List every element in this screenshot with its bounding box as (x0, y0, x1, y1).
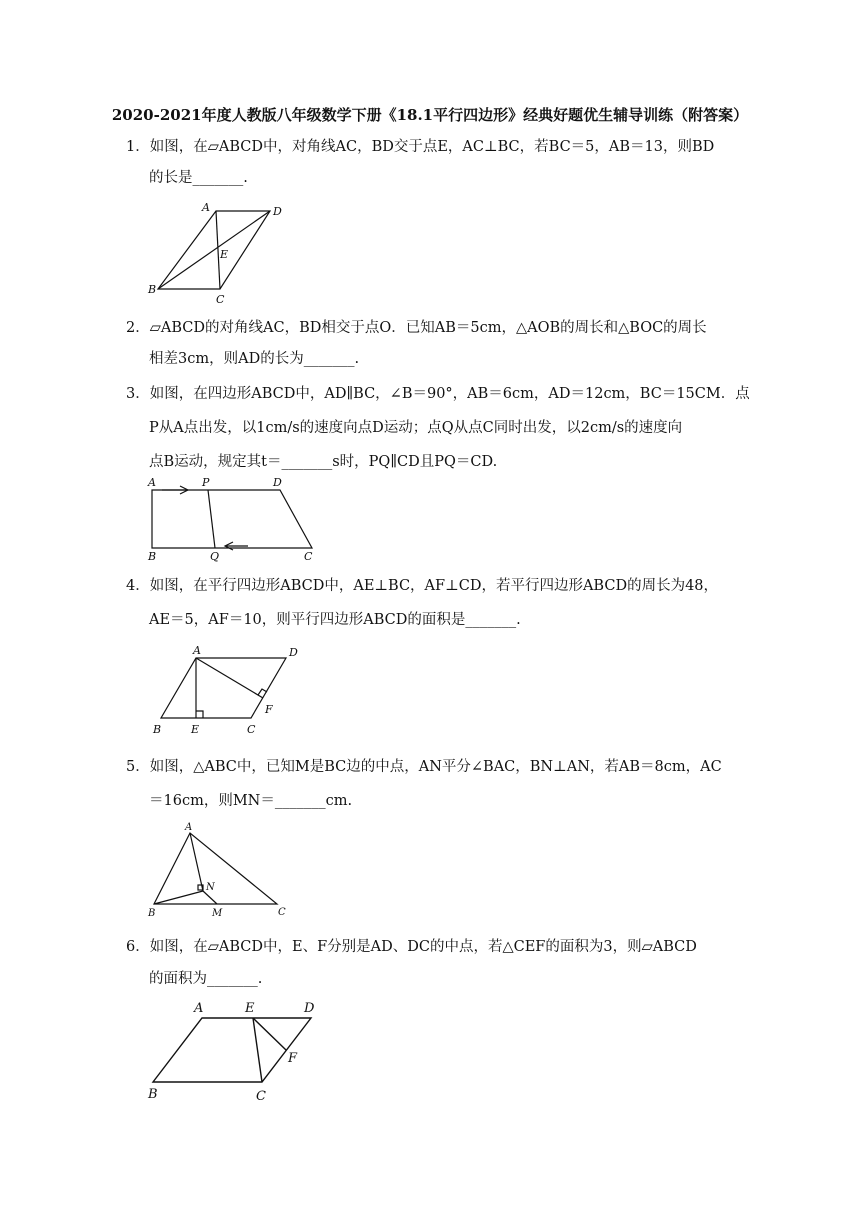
diagonal-bd (158, 211, 270, 289)
problem-4-line-2: AE＝5，AF＝10，则平行四边形ABCD的面积是_______. (149, 612, 521, 628)
problem-4-figure (145, 642, 315, 740)
label-c: C (304, 550, 313, 563)
segment-ec (253, 1018, 262, 1082)
segment-ef (253, 1018, 286, 1050)
problem-3-number: 3． (126, 386, 150, 402)
problem-1-line-1: 如图，在▱ABCD中，对角线AC，BD交于点E，AC⊥BC，若BC＝5，AB＝13，则BD (149, 139, 715, 155)
problem-5-line-1: 如图，△ABC中，已知M是BC边的中点，AN平分∠BAC，BN⊥AN，若AB＝8cm，AC (149, 759, 722, 775)
label-n: N (206, 882, 215, 893)
label-p: P (202, 476, 210, 489)
problem-4-line-1: 如图，在平行四边形ABCD中，AE⊥BC，AF⊥CD，若平行四边形ABCD的周长为48， (149, 578, 719, 594)
problem-2-text (126, 316, 707, 337)
label-c: C (216, 293, 225, 306)
problem-4-text (126, 574, 718, 595)
problem-1-line-2: 的长是_______. (149, 170, 248, 186)
problem-4-number: 4． (126, 578, 150, 594)
problem-1-text (126, 135, 714, 156)
trapezoid-abcd (152, 490, 312, 548)
segment-bn (154, 891, 203, 904)
problem-5-figure (142, 818, 302, 920)
label-q: Q (210, 550, 220, 563)
label-a: A (185, 822, 193, 833)
problem-2-number: 2． (126, 320, 150, 336)
page-title: 2020-2021年度人教版八年级数学下册《18.1平行四边形》经典好题优生辅导训练（附答案） (111, 106, 749, 124)
triangle-abc (154, 833, 277, 904)
problem-1-number: 1． (126, 139, 150, 155)
label-a: A (194, 1001, 204, 1016)
label-c: C (256, 1089, 266, 1104)
segment-pq (208, 490, 215, 548)
label-d: D (304, 1001, 315, 1016)
label-a: A (148, 476, 156, 489)
altitude-af (196, 658, 263, 698)
label-c: C (247, 723, 256, 736)
label-e: E (191, 723, 200, 736)
label-a: A (202, 201, 210, 214)
label-d: D (289, 646, 298, 659)
problem-2-line-1: ▱ABCD的对角线AC，BD相交于点O．已知AB＝5cm，△AOB的周长和△BOC的周长 (149, 320, 707, 336)
problem-5-line-2: ＝16cm，则MN＝_______cm. (149, 793, 353, 809)
label-b: B (148, 550, 157, 563)
problem-1-figure (140, 196, 300, 306)
problem-5-text (126, 755, 722, 776)
label-b: B (153, 723, 162, 736)
parallelogram-abcd (153, 1018, 311, 1082)
problem-6-figure (140, 996, 330, 1106)
label-b: B (148, 908, 156, 919)
right-angle-e (196, 711, 203, 718)
problem-5-number: 5． (126, 759, 150, 775)
problem-3-line-3: 点B运动，规定其t＝_______s时，PQ∥CD且PQ＝CD. (149, 454, 498, 470)
problem-2-line-2: 相差3cm，则AD的长为_______. (149, 351, 360, 367)
label-d: D (273, 476, 282, 489)
label-f: F (288, 1051, 298, 1066)
label-c: C (278, 907, 286, 918)
label-e: E (220, 248, 229, 261)
label-e: E (245, 1001, 255, 1016)
problem-6-line-2: 的面积为_______. (149, 971, 263, 987)
label-f: F (265, 703, 273, 716)
problem-6-text (126, 935, 697, 956)
problem-6-line-1: 如图，在▱ABCD中，E、F分别是AD、DC的中点，若△CEF的面积为3，则▱ABCD (149, 939, 697, 955)
problem-6-number: 6． (126, 939, 150, 955)
problem-3-text (126, 382, 750, 403)
label-b: B (148, 1087, 158, 1102)
label-m: M (212, 908, 223, 919)
problem-3-line-1: 如图，在四边形ABCD中，AD∥BC，∠B＝90°，AB＝6cm，AD＝12cm，BC＝15CM．点 (149, 386, 750, 402)
problem-3-line-2: P从A点出发，以1cm/s的速度向点D运动；点Q从点C同时出发，以2cm/s的速度向 (149, 420, 683, 436)
label-b: B (148, 283, 157, 296)
label-a: A (193, 644, 201, 657)
problem-3-figure (140, 474, 340, 566)
label-d: D (273, 205, 282, 218)
